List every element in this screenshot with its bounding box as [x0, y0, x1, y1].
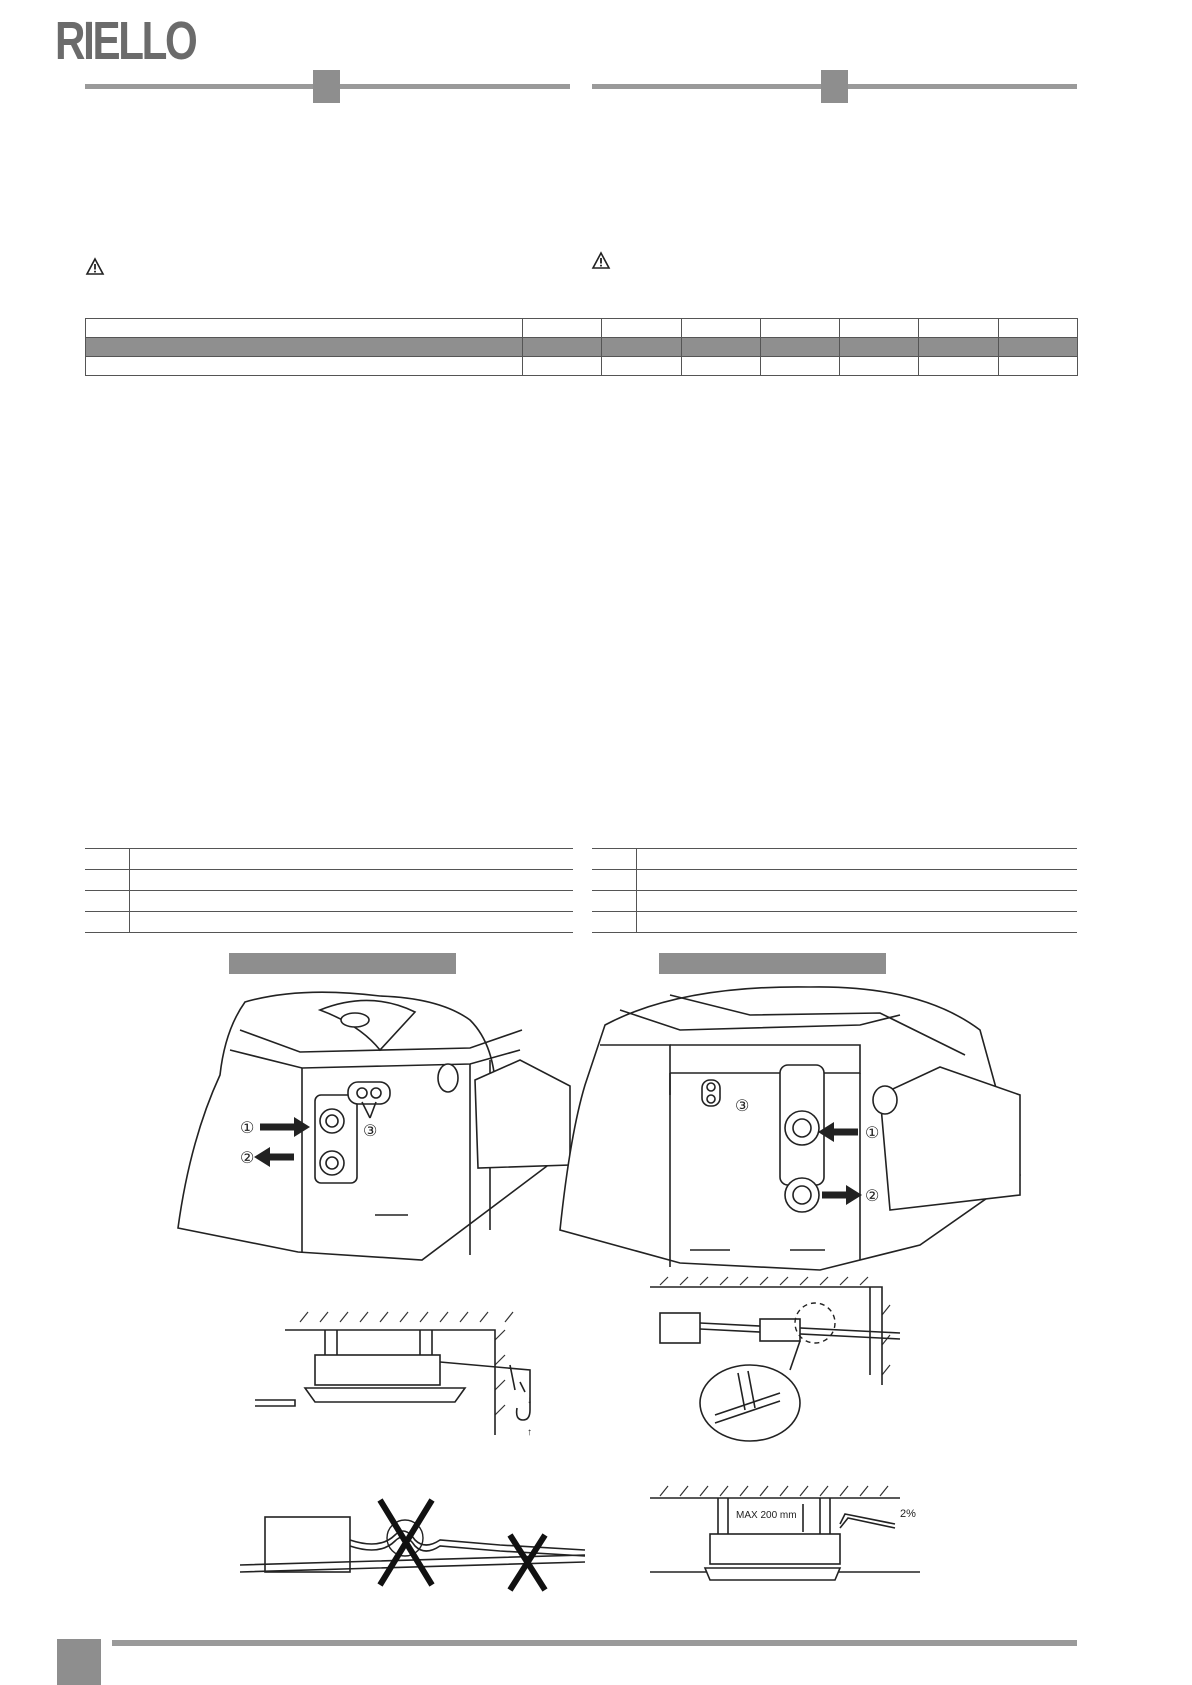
legend-row — [85, 891, 573, 912]
riello-logo: RIELLO — [55, 11, 196, 71]
marker-3: ③ — [735, 1098, 750, 1115]
pipe-connection-detail — [650, 1275, 900, 1445]
spec-table-row-header — [86, 338, 1078, 357]
legend-row — [592, 849, 1077, 870]
marker-3: ③ — [363, 1123, 378, 1140]
spec-table — [85, 318, 1078, 376]
spec-table-row — [86, 357, 1078, 376]
drain-trap-diagram — [255, 1310, 550, 1438]
drain-slope-diagram — [650, 1484, 920, 1584]
page-number-tab — [57, 1639, 101, 1685]
legend-table-right — [592, 848, 1077, 933]
footer-rule — [112, 1640, 1077, 1646]
marker-1: ① — [240, 1120, 255, 1137]
figure-caption-bar-right — [659, 953, 886, 974]
warning-icon-right — [592, 252, 610, 270]
section-tab-right — [821, 70, 848, 103]
unit-illustration-right — [560, 985, 1020, 1270]
legend-row — [85, 849, 573, 870]
warning-icon-left — [86, 258, 104, 276]
max-height-label: MAX 200 mm — [736, 1510, 797, 1521]
section-tab-left — [313, 70, 340, 103]
legend-row — [85, 912, 573, 933]
wrong-routing-diagram — [240, 1490, 585, 1595]
marker-2: ② — [865, 1188, 880, 1205]
legend-row — [592, 891, 1077, 912]
legend-row — [85, 870, 573, 891]
svg-text:↑: ↑ — [527, 1427, 532, 1438]
figure-caption-bar-left — [229, 953, 456, 974]
legend-table-left — [85, 848, 573, 933]
spec-table-row — [86, 319, 1078, 338]
marker-2: ② — [240, 1150, 255, 1167]
legend-row — [592, 912, 1077, 933]
marker-1: ① — [865, 1125, 880, 1142]
svg-text:↓: ↓ — [527, 1395, 532, 1406]
legend-row — [592, 870, 1077, 891]
unit-illustration-left — [170, 990, 570, 1260]
slope-label: 2% — [900, 1508, 916, 1520]
